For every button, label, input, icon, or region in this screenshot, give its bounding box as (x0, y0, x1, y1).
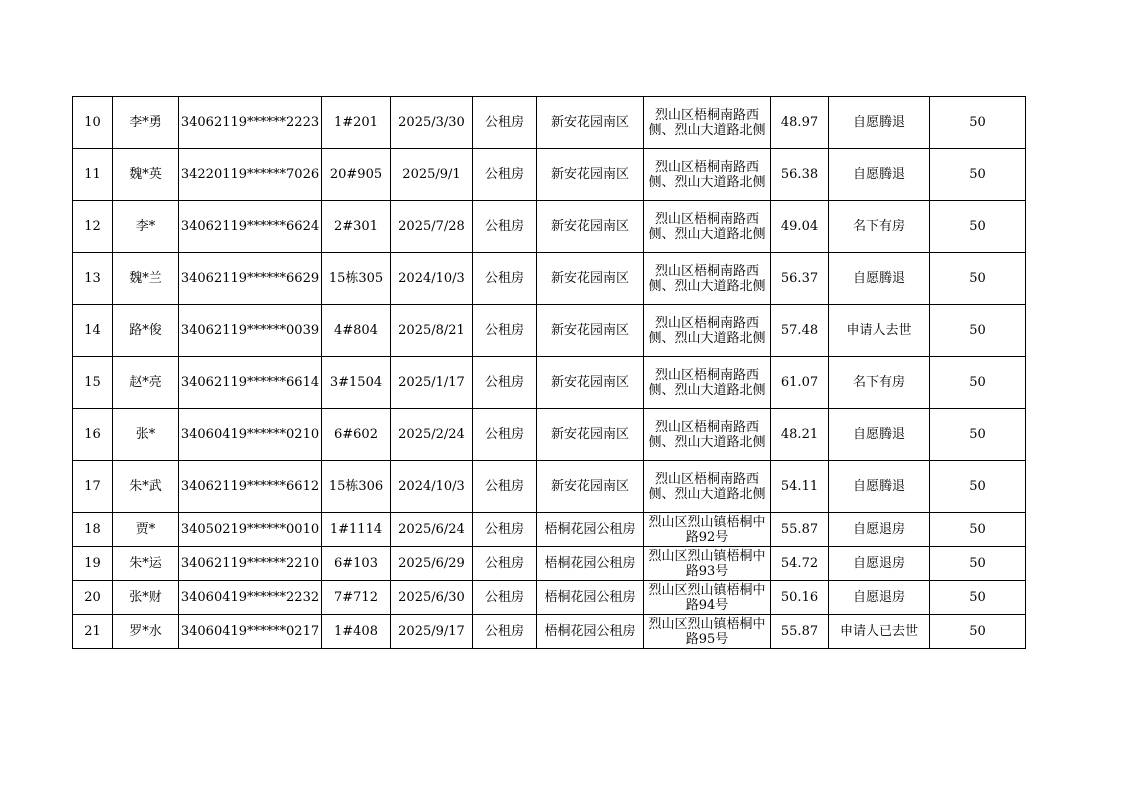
id-number: 34062119******6624 (179, 201, 322, 253)
table-row (73, 547, 1026, 581)
community-name: 梧桐花园公租房 (537, 581, 644, 615)
community-name: 新安花园南区 (537, 253, 644, 305)
exit-date: 2024/10/3 (391, 253, 473, 305)
area: 54.72 (771, 547, 829, 581)
row-number: 14 (73, 305, 113, 357)
room-number: 4#804 (322, 305, 391, 357)
table-row (73, 409, 1026, 461)
room-number: 1#408 (322, 615, 391, 649)
tenant-name: 赵*亮 (113, 357, 179, 409)
row-number: 16 (73, 409, 113, 461)
id-number: 34060419******2232 (179, 581, 322, 615)
row-number: 18 (73, 513, 113, 547)
table-row (73, 97, 1026, 149)
amount: 50 (930, 357, 1026, 409)
tenant-name: 罗*水 (113, 615, 179, 649)
tenant-name: 路*俊 (113, 305, 179, 357)
amount: 50 (930, 547, 1026, 581)
exit-date: 2025/6/30 (391, 581, 473, 615)
address: 烈山区梧桐南路西侧、烈山大道路北侧 (644, 305, 771, 357)
id-number: 34062119******6629 (179, 253, 322, 305)
row-number: 17 (73, 461, 113, 513)
address: 烈山区梧桐南路西侧、烈山大道路北侧 (644, 253, 771, 305)
address: 烈山区烈山镇梧桐中路94号 (644, 581, 771, 615)
tenant-name: 张* (113, 409, 179, 461)
exit-date: 2025/7/28 (391, 201, 473, 253)
address: 烈山区梧桐南路西侧、烈山大道路北侧 (644, 461, 771, 513)
exit-reason: 申请人去世 (829, 305, 930, 357)
address: 烈山区梧桐南路西侧、烈山大道路北侧 (644, 149, 771, 201)
room-number: 6#602 (322, 409, 391, 461)
housing-type: 公租房 (473, 461, 537, 513)
amount: 50 (930, 461, 1026, 513)
tenant-name: 魏*英 (113, 149, 179, 201)
address: 烈山区梧桐南路西侧、烈山大道路北侧 (644, 201, 771, 253)
housing-type: 公租房 (473, 513, 537, 547)
community-name: 新安花园南区 (537, 201, 644, 253)
exit-date: 2024/10/3 (391, 461, 473, 513)
table-row (73, 513, 1026, 547)
housing-exit-table (72, 96, 1026, 649)
area: 56.38 (771, 149, 829, 201)
community-name: 新安花园南区 (537, 97, 644, 149)
id-number: 34060419******0210 (179, 409, 322, 461)
area: 48.21 (771, 409, 829, 461)
exit-reason: 自愿腾退 (829, 97, 930, 149)
tenant-name: 张*财 (113, 581, 179, 615)
table-row (73, 581, 1026, 615)
community-name: 梧桐花园公租房 (537, 547, 644, 581)
housing-type: 公租房 (473, 201, 537, 253)
amount: 50 (930, 409, 1026, 461)
id-number: 34062119******6612 (179, 461, 322, 513)
address: 烈山区烈山镇梧桐中路93号 (644, 547, 771, 581)
id-number: 34050219******0010 (179, 513, 322, 547)
area: 50.16 (771, 581, 829, 615)
community-name: 梧桐花园公租房 (537, 615, 644, 649)
id-number: 34062119******2223 (179, 97, 322, 149)
id-number: 34062119******2210 (179, 547, 322, 581)
row-number: 15 (73, 357, 113, 409)
address: 烈山区梧桐南路西侧、烈山大道路北侧 (644, 409, 771, 461)
room-number: 1#1114 (322, 513, 391, 547)
exit-date: 2025/6/24 (391, 513, 473, 547)
housing-type: 公租房 (473, 305, 537, 357)
tenant-name: 李*勇 (113, 97, 179, 149)
row-number: 20 (73, 581, 113, 615)
community-name: 新安花园南区 (537, 305, 644, 357)
exit-reason: 名下有房 (829, 201, 930, 253)
table-row (73, 615, 1026, 649)
area: 56.37 (771, 253, 829, 305)
amount: 50 (930, 513, 1026, 547)
row-number: 11 (73, 149, 113, 201)
exit-reason: 自愿腾退 (829, 149, 930, 201)
room-number: 6#103 (322, 547, 391, 581)
table-row (73, 253, 1026, 305)
tenant-name: 魏*兰 (113, 253, 179, 305)
exit-date: 2025/9/1 (391, 149, 473, 201)
area: 49.04 (771, 201, 829, 253)
housing-type: 公租房 (473, 253, 537, 305)
amount: 50 (930, 97, 1026, 149)
area: 54.11 (771, 461, 829, 513)
exit-date: 2025/1/17 (391, 357, 473, 409)
tenant-name: 朱*武 (113, 461, 179, 513)
exit-reason: 自愿腾退 (829, 409, 930, 461)
amount: 50 (930, 581, 1026, 615)
row-number: 12 (73, 201, 113, 253)
exit-date: 2025/6/29 (391, 547, 473, 581)
exit-reason: 名下有房 (829, 357, 930, 409)
community-name: 新安花园南区 (537, 409, 644, 461)
table-row (73, 305, 1026, 357)
table-row (73, 201, 1026, 253)
exit-date: 2025/2/24 (391, 409, 473, 461)
exit-date: 2025/9/17 (391, 615, 473, 649)
amount: 50 (930, 201, 1026, 253)
room-number: 15栋305 (322, 253, 391, 305)
housing-type: 公租房 (473, 615, 537, 649)
tenant-name: 贾* (113, 513, 179, 547)
row-number: 10 (73, 97, 113, 149)
tenant-name: 朱*运 (113, 547, 179, 581)
id-number: 34060419******0217 (179, 615, 322, 649)
row-number: 19 (73, 547, 113, 581)
housing-type: 公租房 (473, 357, 537, 409)
area: 48.97 (771, 97, 829, 149)
area: 55.87 (771, 513, 829, 547)
id-number: 34062119******6614 (179, 357, 322, 409)
community-name: 新安花园南区 (537, 149, 644, 201)
id-number: 34220119******7026 (179, 149, 322, 201)
amount: 50 (930, 615, 1026, 649)
community-name: 梧桐花园公租房 (537, 513, 644, 547)
housing-type: 公租房 (473, 409, 537, 461)
area: 57.48 (771, 305, 829, 357)
exit-reason: 自愿腾退 (829, 461, 930, 513)
amount: 50 (930, 149, 1026, 201)
housing-type: 公租房 (473, 581, 537, 615)
address: 烈山区梧桐南路西侧、烈山大道路北侧 (644, 357, 771, 409)
id-number: 34062119******0039 (179, 305, 322, 357)
row-number: 13 (73, 253, 113, 305)
room-number: 7#712 (322, 581, 391, 615)
address: 烈山区烈山镇梧桐中路95号 (644, 615, 771, 649)
room-number: 3#1504 (322, 357, 391, 409)
exit-reason: 申请人已去世 (829, 615, 930, 649)
tenant-name: 李* (113, 201, 179, 253)
amount: 50 (930, 305, 1026, 357)
table-row (73, 461, 1026, 513)
table-row (73, 357, 1026, 409)
table-row (73, 149, 1026, 201)
exit-date: 2025/8/21 (391, 305, 473, 357)
exit-date: 2025/3/30 (391, 97, 473, 149)
exit-reason: 自愿腾退 (829, 253, 930, 305)
room-number: 20#905 (322, 149, 391, 201)
room-number: 1#201 (322, 97, 391, 149)
exit-reason: 自愿退房 (829, 547, 930, 581)
area: 61.07 (771, 357, 829, 409)
amount: 50 (930, 253, 1026, 305)
address: 烈山区梧桐南路西侧、烈山大道路北侧 (644, 97, 771, 149)
community-name: 新安花园南区 (537, 357, 644, 409)
housing-type: 公租房 (473, 97, 537, 149)
address: 烈山区烈山镇梧桐中路92号 (644, 513, 771, 547)
housing-type: 公租房 (473, 149, 537, 201)
room-number: 15栋306 (322, 461, 391, 513)
row-number: 21 (73, 615, 113, 649)
room-number: 2#301 (322, 201, 391, 253)
area: 55.87 (771, 615, 829, 649)
community-name: 新安花园南区 (537, 461, 644, 513)
housing-type: 公租房 (473, 547, 537, 581)
exit-reason: 自愿退房 (829, 581, 930, 615)
exit-reason: 自愿退房 (829, 513, 930, 547)
